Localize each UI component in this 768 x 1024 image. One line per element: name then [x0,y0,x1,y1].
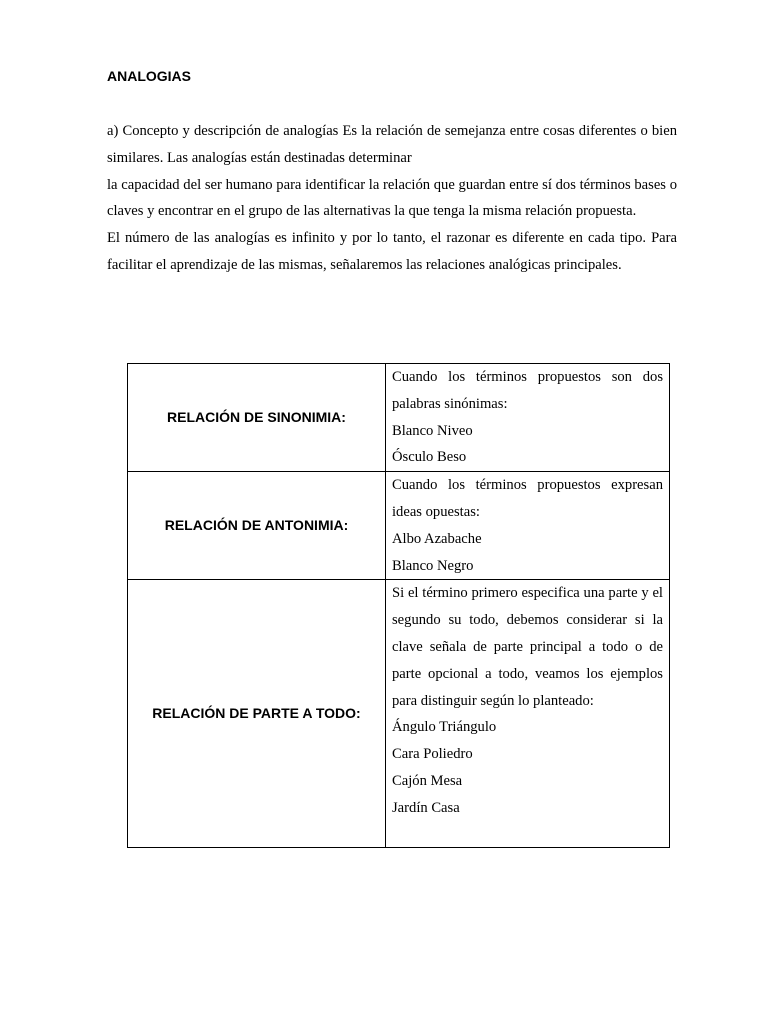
relation-description-cell [386,364,670,472]
relation-name: RELACIÓN DE SINONIMIA: [167,409,346,426]
example-item: Ósculo Beso [392,449,467,466]
example-item: Jardín Casa [392,799,460,816]
relation-name-cell [128,364,386,472]
example-item: Ángulo Triángulo [392,719,497,736]
paragraph-number: El número de las analogías es infinito y por lo tanto, el razonar es diferente en cada tipo. Para facilitar el aprendizaje de las mismas, señalaremos las relaciones analógicas principales. [107,230,677,273]
relation-description: Si el término primero especifica una parte y el segundo su todo, debemos considerar si la clave señala de parte principal a todo o de parte opcional a todo, veamos los ejemplos para distinguir según lo planteado: [392,585,663,709]
document-title: ANALOGIAS [107,68,191,84]
table-row-sinonimia [128,364,670,472]
table-row-parte-a-todo [128,580,670,848]
example-item: Cajón Mesa [392,772,463,789]
paragraph-capacity: la capacidad del ser humano para identificar la relación que guardan entre sí dos términos bases o claves y encontrar en el grupo de las alternativas la que tenga la misma relación propuesta. [107,176,677,220]
relation-description-cell [386,580,670,848]
example-item: Cara Poliedro [392,746,473,763]
example-item: Blanco Niveo [392,422,473,439]
relation-name: RELACIÓN DE PARTE A TODO: [152,705,361,722]
table-row-antonimia [128,472,670,580]
example-item: Albo Azabache [392,530,482,547]
relation-name-cell [128,472,386,580]
relation-name-cell [128,580,386,848]
relation-description: Cuando los términos propuestos expresan ideas opuestas: [392,477,663,520]
paragraph-concept: a) Concepto y descripción de analogías Es la relación de semejanza entre cosas diferentes o bien similares. Las analogías están destinadas determinar [107,123,677,166]
relation-description: Cuando los términos propuestos son dos palabras sinónimas: [392,369,663,412]
relation-description-cell [386,472,670,580]
relation-name: RELACIÓN DE ANTONIMIA: [164,517,349,534]
analogy-relations-table [127,363,670,848]
intro-section [107,118,677,279]
example-item: Blanco Negro [392,557,474,574]
